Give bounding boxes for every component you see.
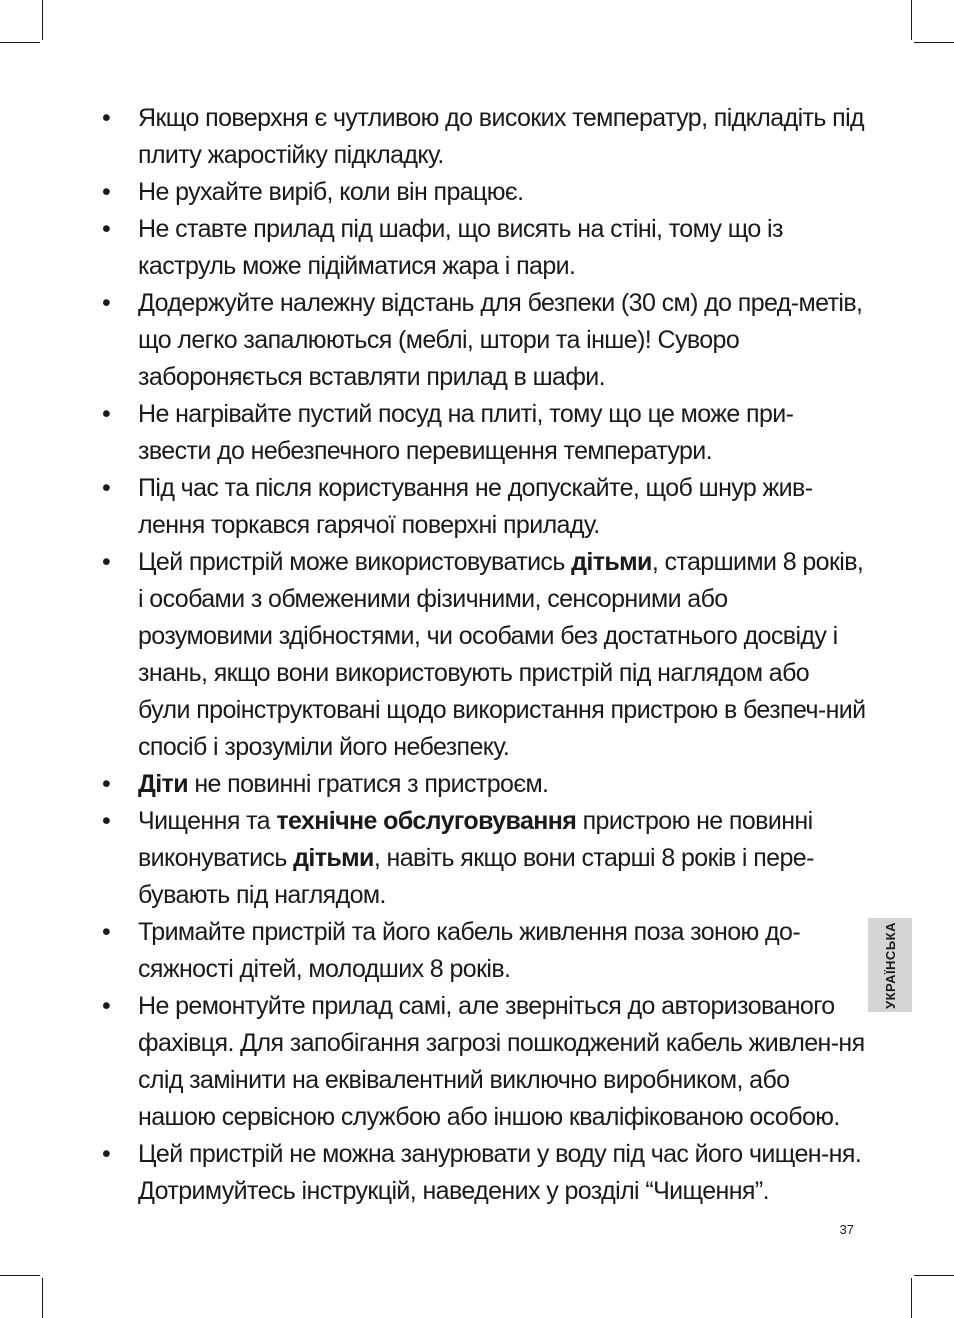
crop-mark-top-right-horizontal xyxy=(914,42,954,43)
item-text: Додержуйте належну відстань для безпеки (30 см) до пред-метів, що легко запалюються (меблі, штори та інше)! Суворо забороняється вставляти прилад в шафи. xyxy=(138,289,863,391)
item-text: Не ремонтуйте прилад самі, але зверніться до авторизованого фахівця. Для запобігання загрозі пошкоджений кабель живлен-ня слід замінити на еквівалентний виключно виробником, або нашою сервісною службою або іншою кваліфікованою особою. xyxy=(138,992,865,1131)
item-text: Цей пристрій не можна занурювати у воду під час його чищен-ня. Дотримуйтесь інструкцій, наведених у розділі “Чищення”. xyxy=(138,1140,862,1205)
item-text: , старшими 8 років, і особами з обмеженими фізичними, сенсорними або розумовими здібностями, чи особами без достатнього досвіду і знань, якщо вони використовують пристрій під наглядом або були проінструктовані щодо використання пристрою в безпеч-ний спосіб і зрозуміли його небезпеку. xyxy=(138,548,866,761)
list-item xyxy=(96,766,866,803)
crop-mark-bottom-left-vertical xyxy=(42,1278,43,1318)
crop-mark-bottom-left-horizontal xyxy=(0,1275,40,1276)
item-text: пристрою не повинні виконуватись xyxy=(138,807,813,872)
emphasis-text: дітьми xyxy=(293,844,374,872)
emphasis-text: технічне обслуговування xyxy=(276,807,577,835)
language-tab-label: УКРАЇНСЬКА xyxy=(882,921,898,1009)
bullet-icon: • xyxy=(102,178,111,206)
list-item xyxy=(96,1136,866,1210)
page-number: 37 xyxy=(839,1222,854,1237)
list-item xyxy=(96,988,866,1136)
crop-mark-top-left-horizontal xyxy=(0,42,40,43)
item-text: не повинні гратися з пристроєм. xyxy=(187,770,549,798)
bullet-icon: • xyxy=(102,770,111,798)
crop-mark-top-left-vertical xyxy=(42,0,43,40)
list-item xyxy=(96,803,866,914)
item-text: , навіть якщо вони старші 8 років і пере-бувають під наглядом. xyxy=(138,844,814,909)
bullet-icon: • xyxy=(102,289,111,317)
bullet-icon: • xyxy=(102,992,111,1020)
crop-mark-bottom-right-horizontal xyxy=(914,1275,954,1276)
instructions-content xyxy=(96,100,866,1210)
bullet-icon: • xyxy=(102,400,111,428)
list-item xyxy=(96,211,866,285)
emphasis-text: дітьми xyxy=(571,548,652,576)
list-item xyxy=(96,914,866,988)
list-item xyxy=(96,100,866,174)
list-item xyxy=(96,285,866,396)
list-item xyxy=(96,544,866,766)
item-text: Якщо поверхня є чутливою до високих температур, підкладіть під плиту жаростійку підкладку. xyxy=(138,104,865,169)
list-item xyxy=(96,174,866,211)
list-item xyxy=(96,470,866,544)
crop-mark-top-right-vertical xyxy=(911,0,912,40)
list-item xyxy=(96,396,866,470)
item-text: Не нагрівайте пустий посуд на плиті, тому що це може при-звести до небезпечного перевищення температури. xyxy=(138,400,794,465)
bullet-icon: • xyxy=(102,474,111,502)
item-text: Не рухайте виріб, коли він працює. xyxy=(138,178,524,206)
bullet-icon: • xyxy=(102,548,111,576)
bullet-icon: • xyxy=(102,215,111,243)
bullet-icon: • xyxy=(102,104,111,132)
item-text: Під час та після користування не допускайте, щоб шнур жив-лення торкався гарячої поверхні приладу. xyxy=(138,474,813,539)
language-side-tab xyxy=(868,918,912,1012)
crop-mark-bottom-right-vertical xyxy=(911,1278,912,1318)
bullet-icon: • xyxy=(102,807,111,835)
bullet-icon: • xyxy=(102,918,111,946)
item-text: Чищення та xyxy=(138,807,277,835)
item-text: Тримайте пристрій та його кабель живлення поза зоною до-сяжності дітей, молодших 8 років. xyxy=(138,918,801,983)
bullet-icon: • xyxy=(102,1140,111,1168)
item-text: Цей пристрій може використовуватись xyxy=(138,548,572,576)
safety-instructions-list xyxy=(96,100,866,1210)
emphasis-text: Діти xyxy=(138,770,188,798)
item-text: Не ставте прилад під шафи, що висять на стіні, тому що із каструль може підійматися жара і пари. xyxy=(138,215,783,280)
